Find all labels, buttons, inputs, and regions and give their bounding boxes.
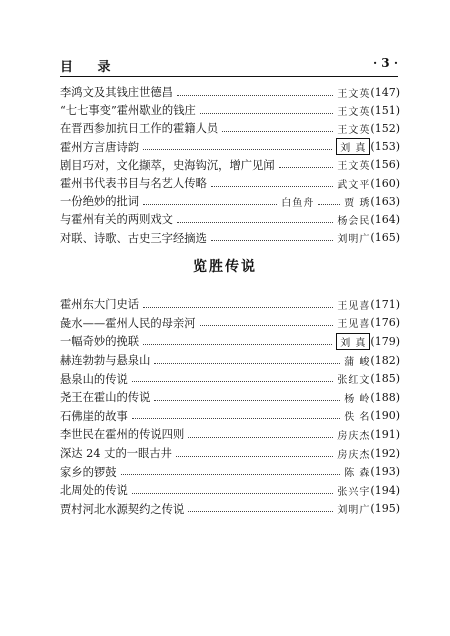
toc-entry-author: 房庆杰 xyxy=(337,449,371,461)
header-page-number: · 3 · xyxy=(372,56,398,70)
dot-leader xyxy=(177,95,333,96)
toc-entry-page: (191) xyxy=(370,427,400,441)
dot-leader xyxy=(188,511,333,512)
toc-entry-page: (163) xyxy=(370,194,400,208)
toc-entry-page: (195) xyxy=(370,502,400,516)
dot-leader xyxy=(222,131,333,132)
toc-entry xyxy=(60,119,400,137)
toc-entry-author: 王文英 xyxy=(337,161,371,173)
toc-entry xyxy=(60,210,400,228)
dot-leader xyxy=(154,363,340,364)
toc-entry-author: 王见喜 xyxy=(337,300,371,312)
toc-entry-page: (151) xyxy=(370,103,400,117)
toc-entry-author: 王文英 xyxy=(337,88,371,100)
toc-entry-author: 贾 琇 xyxy=(344,197,371,209)
dot-leader xyxy=(318,204,340,205)
toc-entry-title: 石佛崖的故事 xyxy=(60,409,128,423)
toc-entry-page: (185) xyxy=(370,372,400,386)
toc-entry-title: 剧目巧对，文化撷萃，史海钩沉，增广见闻 xyxy=(60,158,275,172)
toc-entry-title: 对联、诗歌、古史三字经摘选 xyxy=(60,231,207,245)
toc-entry-title: 李鸿文及其钱庄世德昌 xyxy=(60,86,173,100)
toc-entry xyxy=(60,425,400,444)
dot-leader xyxy=(143,149,332,150)
page-header xyxy=(60,56,398,76)
toc-entry xyxy=(60,138,400,156)
toc-entry-page: (160) xyxy=(370,176,400,190)
toc-entry-page: (179) xyxy=(370,334,400,348)
toc-entry-title: 贾村河北水源契约之传说 xyxy=(60,502,185,516)
toc-entry-title: 李世民在霍州的传说四则 xyxy=(60,428,185,442)
dot-leader xyxy=(121,474,341,475)
toc-entry-page: (152) xyxy=(370,121,400,135)
toc-entry-page: (182) xyxy=(370,353,400,367)
toc-entry-author: 陈 森 xyxy=(344,468,371,480)
toc-entry xyxy=(60,83,400,101)
dot-leader xyxy=(176,456,333,457)
toc-entry-author: 武文平 xyxy=(337,179,371,191)
toc-entry xyxy=(60,444,400,463)
toc-entry-original-author: 白鱼舟 xyxy=(281,197,315,209)
toc-entry-title: 赫连勃勃与悬泉山 xyxy=(60,354,151,368)
toc-entry-author: 杨 岭 xyxy=(344,393,371,405)
toc-entry-page: (165) xyxy=(370,231,400,245)
toc-entry-author: 王见喜 xyxy=(337,319,371,331)
toc-entry-author: 杨会民 xyxy=(337,215,371,227)
section-title: 览胜传说 xyxy=(193,259,257,275)
toc-entry-title: 在晋西参加抗日工作的霍籍人员 xyxy=(60,122,219,136)
dot-leader xyxy=(200,325,334,326)
toc-entry-page: (193) xyxy=(370,465,400,479)
toc-entry xyxy=(60,462,400,481)
toc-entry xyxy=(60,500,400,519)
toc-entry-page: (147) xyxy=(370,85,400,99)
toc-entry-title: 一幅奇妙的挽联 xyxy=(60,335,140,349)
toc-entry xyxy=(60,295,400,314)
toc-entry-author: 刘 真 xyxy=(336,138,370,155)
toc-list-section1 xyxy=(60,83,400,247)
toc-entry-author: 佚 名 xyxy=(344,412,371,424)
dot-leader xyxy=(211,186,334,187)
toc-entry-title: 霍州书代表书目与名艺人传略 xyxy=(60,177,207,191)
toc-entry xyxy=(60,332,400,351)
toc-entry-author: 张兴宇 xyxy=(337,486,371,498)
toc-entry-title: 彘水——霍州人民的母亲河 xyxy=(60,316,196,330)
toc-entry-author: 刘 真 xyxy=(336,333,370,350)
dot-leader xyxy=(132,381,334,382)
toc-list-section2 xyxy=(60,295,400,518)
toc-entry-author: 刘明广 xyxy=(337,234,371,246)
toc-entry-page: (192) xyxy=(370,446,400,460)
toc-entry xyxy=(60,481,400,500)
dot-leader xyxy=(154,400,340,401)
dot-leader xyxy=(143,307,333,308)
toc-entry-author: 张红文 xyxy=(337,375,371,387)
toc-entry-page: (190) xyxy=(370,409,400,423)
toc-entry-title: 深达 24 丈的一眼古井 xyxy=(60,447,172,461)
toc-entry-title: 与霍州有关的两则戏文 xyxy=(60,213,173,227)
toc-entry-title: 家乡的锣鼓 xyxy=(60,465,117,479)
dot-leader xyxy=(143,344,332,345)
dot-leader xyxy=(200,113,334,114)
toc-entry-page: (171) xyxy=(370,297,400,311)
toc-entry xyxy=(60,407,400,426)
toc-entry-title: 一份绝妙的批词 xyxy=(60,195,140,209)
header-toc-label: 目 录 xyxy=(60,60,121,75)
dot-leader xyxy=(188,437,333,438)
toc-entry xyxy=(60,388,400,407)
toc-entry-page: (194) xyxy=(370,483,400,497)
toc-entry xyxy=(60,229,400,247)
toc-entry xyxy=(60,351,400,370)
toc-entry-title: 悬泉山的传说 xyxy=(60,372,128,386)
toc-entry-title: 霍州东大门史话 xyxy=(60,298,140,312)
toc-entry xyxy=(60,174,400,192)
toc-entry-title: “七七事变”霍州歇业的钱庄 xyxy=(60,104,196,118)
toc-entry xyxy=(60,156,400,174)
toc-entry-title: 北周处的传说 xyxy=(60,484,128,498)
toc-entry xyxy=(60,369,400,388)
dot-leader xyxy=(132,493,334,494)
toc-entry-author: 蒲 峻 xyxy=(344,356,371,368)
toc-entry-page: (176) xyxy=(370,316,400,330)
dot-leader xyxy=(132,418,340,419)
dot-leader xyxy=(143,204,277,205)
toc-entry-title: 霍州方言唐诗韵 xyxy=(60,140,140,154)
toc-entry-author: 刘明广 xyxy=(337,505,371,517)
toc-entry xyxy=(60,314,400,333)
toc-entry xyxy=(60,101,400,119)
toc-entry-page: (164) xyxy=(370,212,400,226)
toc-entry-page: (188) xyxy=(370,390,400,404)
toc-entry-title: 尧王在霍山的传说 xyxy=(60,391,151,405)
dot-leader xyxy=(211,240,334,241)
dot-leader xyxy=(177,222,333,223)
toc-entry-page: (153) xyxy=(370,140,400,154)
toc-entry xyxy=(60,192,400,210)
toc-entry-page: (156) xyxy=(370,158,400,172)
toc-entry-author: 王文英 xyxy=(337,106,371,118)
toc-entry-author: 房庆杰 xyxy=(337,430,371,442)
dot-leader xyxy=(279,167,334,168)
header-rule xyxy=(60,76,398,77)
toc-entry-author: 王文英 xyxy=(337,124,371,136)
